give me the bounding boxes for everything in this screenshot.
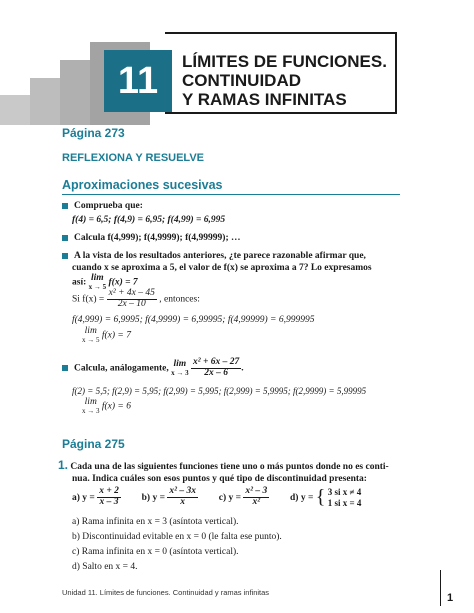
solution-1-limit: lim x → 5 f(x) = 7 bbox=[82, 326, 131, 344]
footer-rule bbox=[440, 570, 441, 606]
limit-operator: lim x → 5 bbox=[88, 273, 107, 291]
bullet-3-line-2: cuando x se aproxima a 5, el valor de f(x) se aproxima a 7? Lo expresamos bbox=[72, 263, 372, 273]
limit-operator: lim x → 3 bbox=[82, 397, 100, 415]
title-line-2: CONTINUIDAD bbox=[182, 71, 301, 90]
answers-list bbox=[72, 515, 282, 575]
chapter-title bbox=[182, 52, 387, 109]
function-c: c) y = $\frac{\text{x² – 3}}{\text{x²}}$ bbox=[218, 486, 268, 507]
question-1: 1. Cada una de las siguientes funciones tiene uno o más puntos donde no es conti- nua. Indica cuáles son esos puntos y qué tipo de discontinuidad presenta: bbox=[58, 458, 389, 484]
reflexiona-heading: REFLEXIONA Y RESUELVE bbox=[62, 152, 205, 164]
aprox-heading: Aproximaciones sucesivas bbox=[62, 178, 223, 192]
footer-text: Unidad 11. Límites de funciones. Continuidad y ramas infinitas bbox=[62, 588, 270, 597]
bullet-icon bbox=[62, 235, 68, 241]
function-b: b) y = $\frac{\text{x² – 3x}}{x}$ bbox=[141, 486, 196, 507]
bullet-icon bbox=[62, 365, 68, 371]
question-number: 1. bbox=[58, 458, 69, 472]
bullet-3 bbox=[62, 250, 407, 291]
bullet-icon bbox=[62, 203, 68, 209]
bullet-icon bbox=[62, 253, 68, 259]
solution-2-limit: lim x → 3 f(x) = 6 bbox=[82, 397, 131, 415]
answer-d: d) Salto en x = 4. bbox=[72, 562, 138, 572]
bullet-1 bbox=[62, 201, 143, 211]
header bbox=[0, 0, 474, 130]
chapter-number: 11 bbox=[117, 60, 159, 102]
chapter-number-box bbox=[104, 50, 172, 112]
bullet-3-line-1: A la vista de los resultados anteriores, ¿te parece razonable afirmar que, bbox=[74, 251, 366, 261]
fraction: $\frac{\text{x² + 4x – 45}}{2x - 10}$ bbox=[108, 288, 155, 309]
bullet-1-equation: f(4) = 6,5; f(4,9) = 6,95; f(4,99) = 6,995 bbox=[72, 215, 226, 225]
title-line-3: Y RAMAS INFINITAS bbox=[182, 90, 347, 109]
solution-1-definition: Si f(x) = $\frac{\text{x² + 4x – 45}}{2x - 10}$ , entonces: bbox=[72, 288, 200, 309]
page-number: 1 bbox=[447, 592, 454, 604]
bullet-2-text: Calcula f(4,999); f(4,9999); f(4,99999); … bbox=[74, 233, 241, 243]
answer-a: a) Rama infinita en x = 3 (asíntota vertical). bbox=[72, 517, 239, 527]
limit-operator: lim x → 3 bbox=[171, 359, 189, 377]
bullet-3-asi: así: bbox=[72, 277, 87, 288]
page-275-heading: Página 275 bbox=[62, 437, 125, 451]
bullet-2 bbox=[62, 233, 240, 243]
solution-1-values: f(4,999) = 6,9995; f(4,9999) = 6,99995; f(4,99999) = 6,999995 bbox=[72, 315, 315, 325]
question-1-functions bbox=[72, 486, 412, 509]
function-a: a) y = $\frac{x + 2}{x - 3}$ bbox=[72, 486, 119, 507]
page-273-heading: Página 273 bbox=[62, 126, 125, 140]
bullet-1-label: Comprueba que: bbox=[74, 201, 143, 211]
fraction: $\frac{\text{x² + 6x – 27}}{2x - 6}$ bbox=[192, 357, 240, 378]
solution-2-values: f(2) = 5,5; f(2,9) = 5,95; f(2,99) = 5,995; f(2,999) = 5,9995; f(2,9999) = 5,99995 bbox=[72, 386, 367, 396]
aprox-rule bbox=[62, 194, 400, 195]
title-line-1: LÍMITES DE FUNCIONES. bbox=[182, 52, 387, 71]
answer-c: c) Rama infinita en x = 0 (asíntota vertical). bbox=[72, 547, 239, 557]
function-d: d) y = { 3 si x ≠ 4 1 si x = 4 bbox=[290, 486, 362, 508]
bullet-4: Calcula, análogamente, lim x → 3 $\frac{\text{x² + 6x – 27}}{2x - 6}$ . bbox=[62, 358, 244, 379]
limit-operator: lim x → 5 bbox=[82, 326, 100, 344]
answer-b: b) Discontinuidad evitable en x = 0 (le falta ese punto). bbox=[72, 532, 282, 542]
bullet-3-limit-result: f(x) = 7 bbox=[108, 277, 138, 288]
